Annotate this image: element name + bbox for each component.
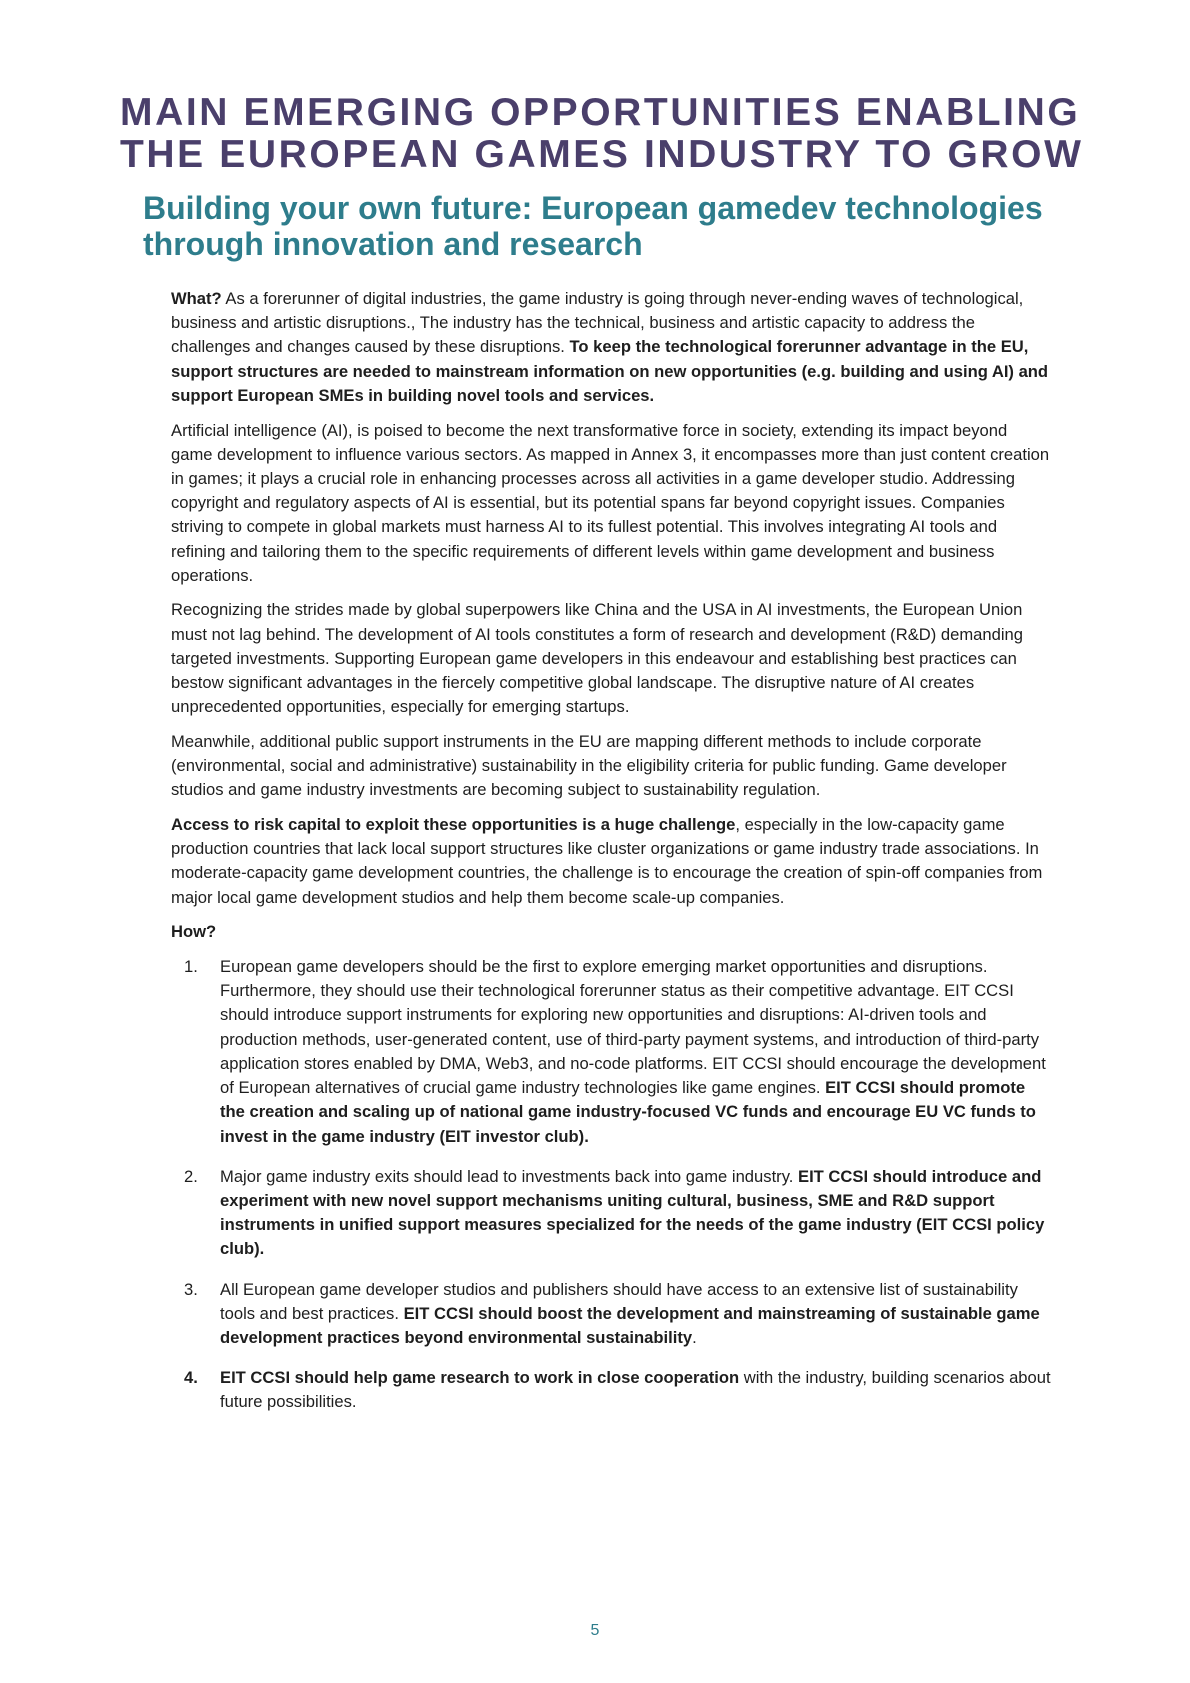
list-item-text: European game developers should be the first to explore emerging market opportunities and disruptions. Furthermore, they should use their technological forerunner status as their competitive advantage. EIT CCSI should introduce support instruments for exploring new opportunities and disruptions: AI-driven tools and production methods, user-generated content, use of third-party payment systems, and introduction of third-party application stores enabled by DMA, Web3, and no-code platforms. EIT CCSI should encourage the development of European alternatives of crucial game industry technologies like game engines.: [220, 957, 1046, 1098]
risk-capital-text: , especially in the low-capacity game production countries that lack local support structures like cluster organizations or game industry trade associations. In moderate-capacity game development countries, the challenge is to encourage the creation of spin-off companies from major local game development studios and help them become scale-up companies.: [171, 815, 1043, 907]
list-item-bold: EIT CCSI should help game research to work in close cooperation: [220, 1368, 740, 1388]
what-label: What?: [171, 289, 222, 308]
body-text: [171, 287, 1051, 1431]
list-item: [171, 1366, 1051, 1414]
how-list: [171, 955, 1051, 1414]
list-item: [171, 955, 1051, 1149]
how-label: How?: [171, 922, 217, 942]
list-item-tail: .: [692, 1327, 697, 1347]
paragraph-sustainability: Meanwhile, additional public support instruments in the EU are mapping different methods to include corporate (environmental, social and administrative) sustainability in the eligibility criteria for public funding. Game developer studios and game industry investments are becoming subject to sustainability regulation.: [171, 731, 1007, 800]
list-item-text: Major game industry exits should lead to investments back into game industry.: [220, 1166, 798, 1186]
list-item: [171, 1278, 1051, 1351]
page-title: [120, 91, 1084, 176]
paragraph-risk-capital: [171, 813, 1051, 910]
list-number: 2.: [184, 1166, 198, 1186]
paragraph-ai: Artificial intelligence (AI), is poised to become the next transformative force in society, extending its impact beyond game development to influence various sectors. As mapped in Annex 3, it encompasses more than just content creation in games; it plays a crucial role in enhancing processes across all activities in a game developer studio. Addressing copyright and regulatory aspects of AI is essential, but its potential spans far beyond copyright issues. Companies striving to compete in global markets must harness AI to its fullest potential. This involves integrating AI tools and refining and tailoring them to the specific requirements of different levels within game development and business operations.: [171, 420, 1050, 585]
list-number: 3.: [184, 1279, 198, 1299]
risk-capital-bold: Access to risk capital to exploit these opportunities is a huge challenge: [171, 815, 736, 835]
section-subtitle: [143, 190, 1083, 262]
list-item-text: All European game developer studios and publishers should have access to an extensive list of sustainability tools and best practices.: [220, 1279, 1018, 1323]
paragraph-superpowers: Recognizing the strides made by global superpowers like China and the USA in AI investments, the European Union must not lag behind. The development of AI tools constitutes a form of research and development (R&D) demanding targeted investments. Supporting European game developers in this endeavour and establishing best practices can bestow significant advantages in the fiercely competitive global landscape. The disruptive nature of AI creates unprecedented opportunities, especially for emerging startups.: [171, 600, 1023, 717]
list-item-bold: EIT CCSI should introduce and experiment with new novel support mechanisms uniting cultural, business, SME and R&D support instruments in unified support measures specialized for the needs of the game industry (EIT CCSI policy club).: [220, 1166, 1045, 1259]
list-number: 1.: [184, 957, 198, 977]
what-text: As a forerunner of digital industries, the game industry is going through never-ending waves of technological, business and artistic disruptions., The industry has the technical, business and artistic capacity to address the challenges and changes caused by these disruptions.: [171, 289, 1024, 357]
list-item-bold: EIT CCSI should boost the development and mainstreaming of sustainable game development practices beyond environmental sustainability: [220, 1303, 1040, 1347]
list-item-bold: EIT CCSI should promote the creation and scaling up of national game industry-focused VC funds and encourage EU VC funds to invest in the game industry (EIT investor club).: [220, 1078, 1036, 1146]
list-item: [171, 1165, 1051, 1262]
page-number: 5: [590, 1622, 600, 1639]
title-line-1: MAIN EMERGING OPPORTUNITIES ENABLING: [120, 91, 1081, 134]
title-line-2: THE EUROPEAN GAMES INDUSTRY TO GROW: [120, 133, 1084, 176]
list-item-tail: with the industry, building scenarios about future possibilities.: [220, 1368, 1051, 1412]
subtitle-line-2: through innovation and research: [143, 226, 643, 262]
subtitle-line-1: Building your own future: European gamedev technologies: [143, 190, 1043, 226]
paragraph-what: [171, 287, 1051, 408]
list-number: 4.: [184, 1368, 198, 1388]
what-bold-text: To keep the technological forerunner advantage in the EU, support structures are needed to mainstream information on new opportunities (e.g. building and using AI) and support European SMEs in building novel tools and services.: [171, 337, 1049, 405]
